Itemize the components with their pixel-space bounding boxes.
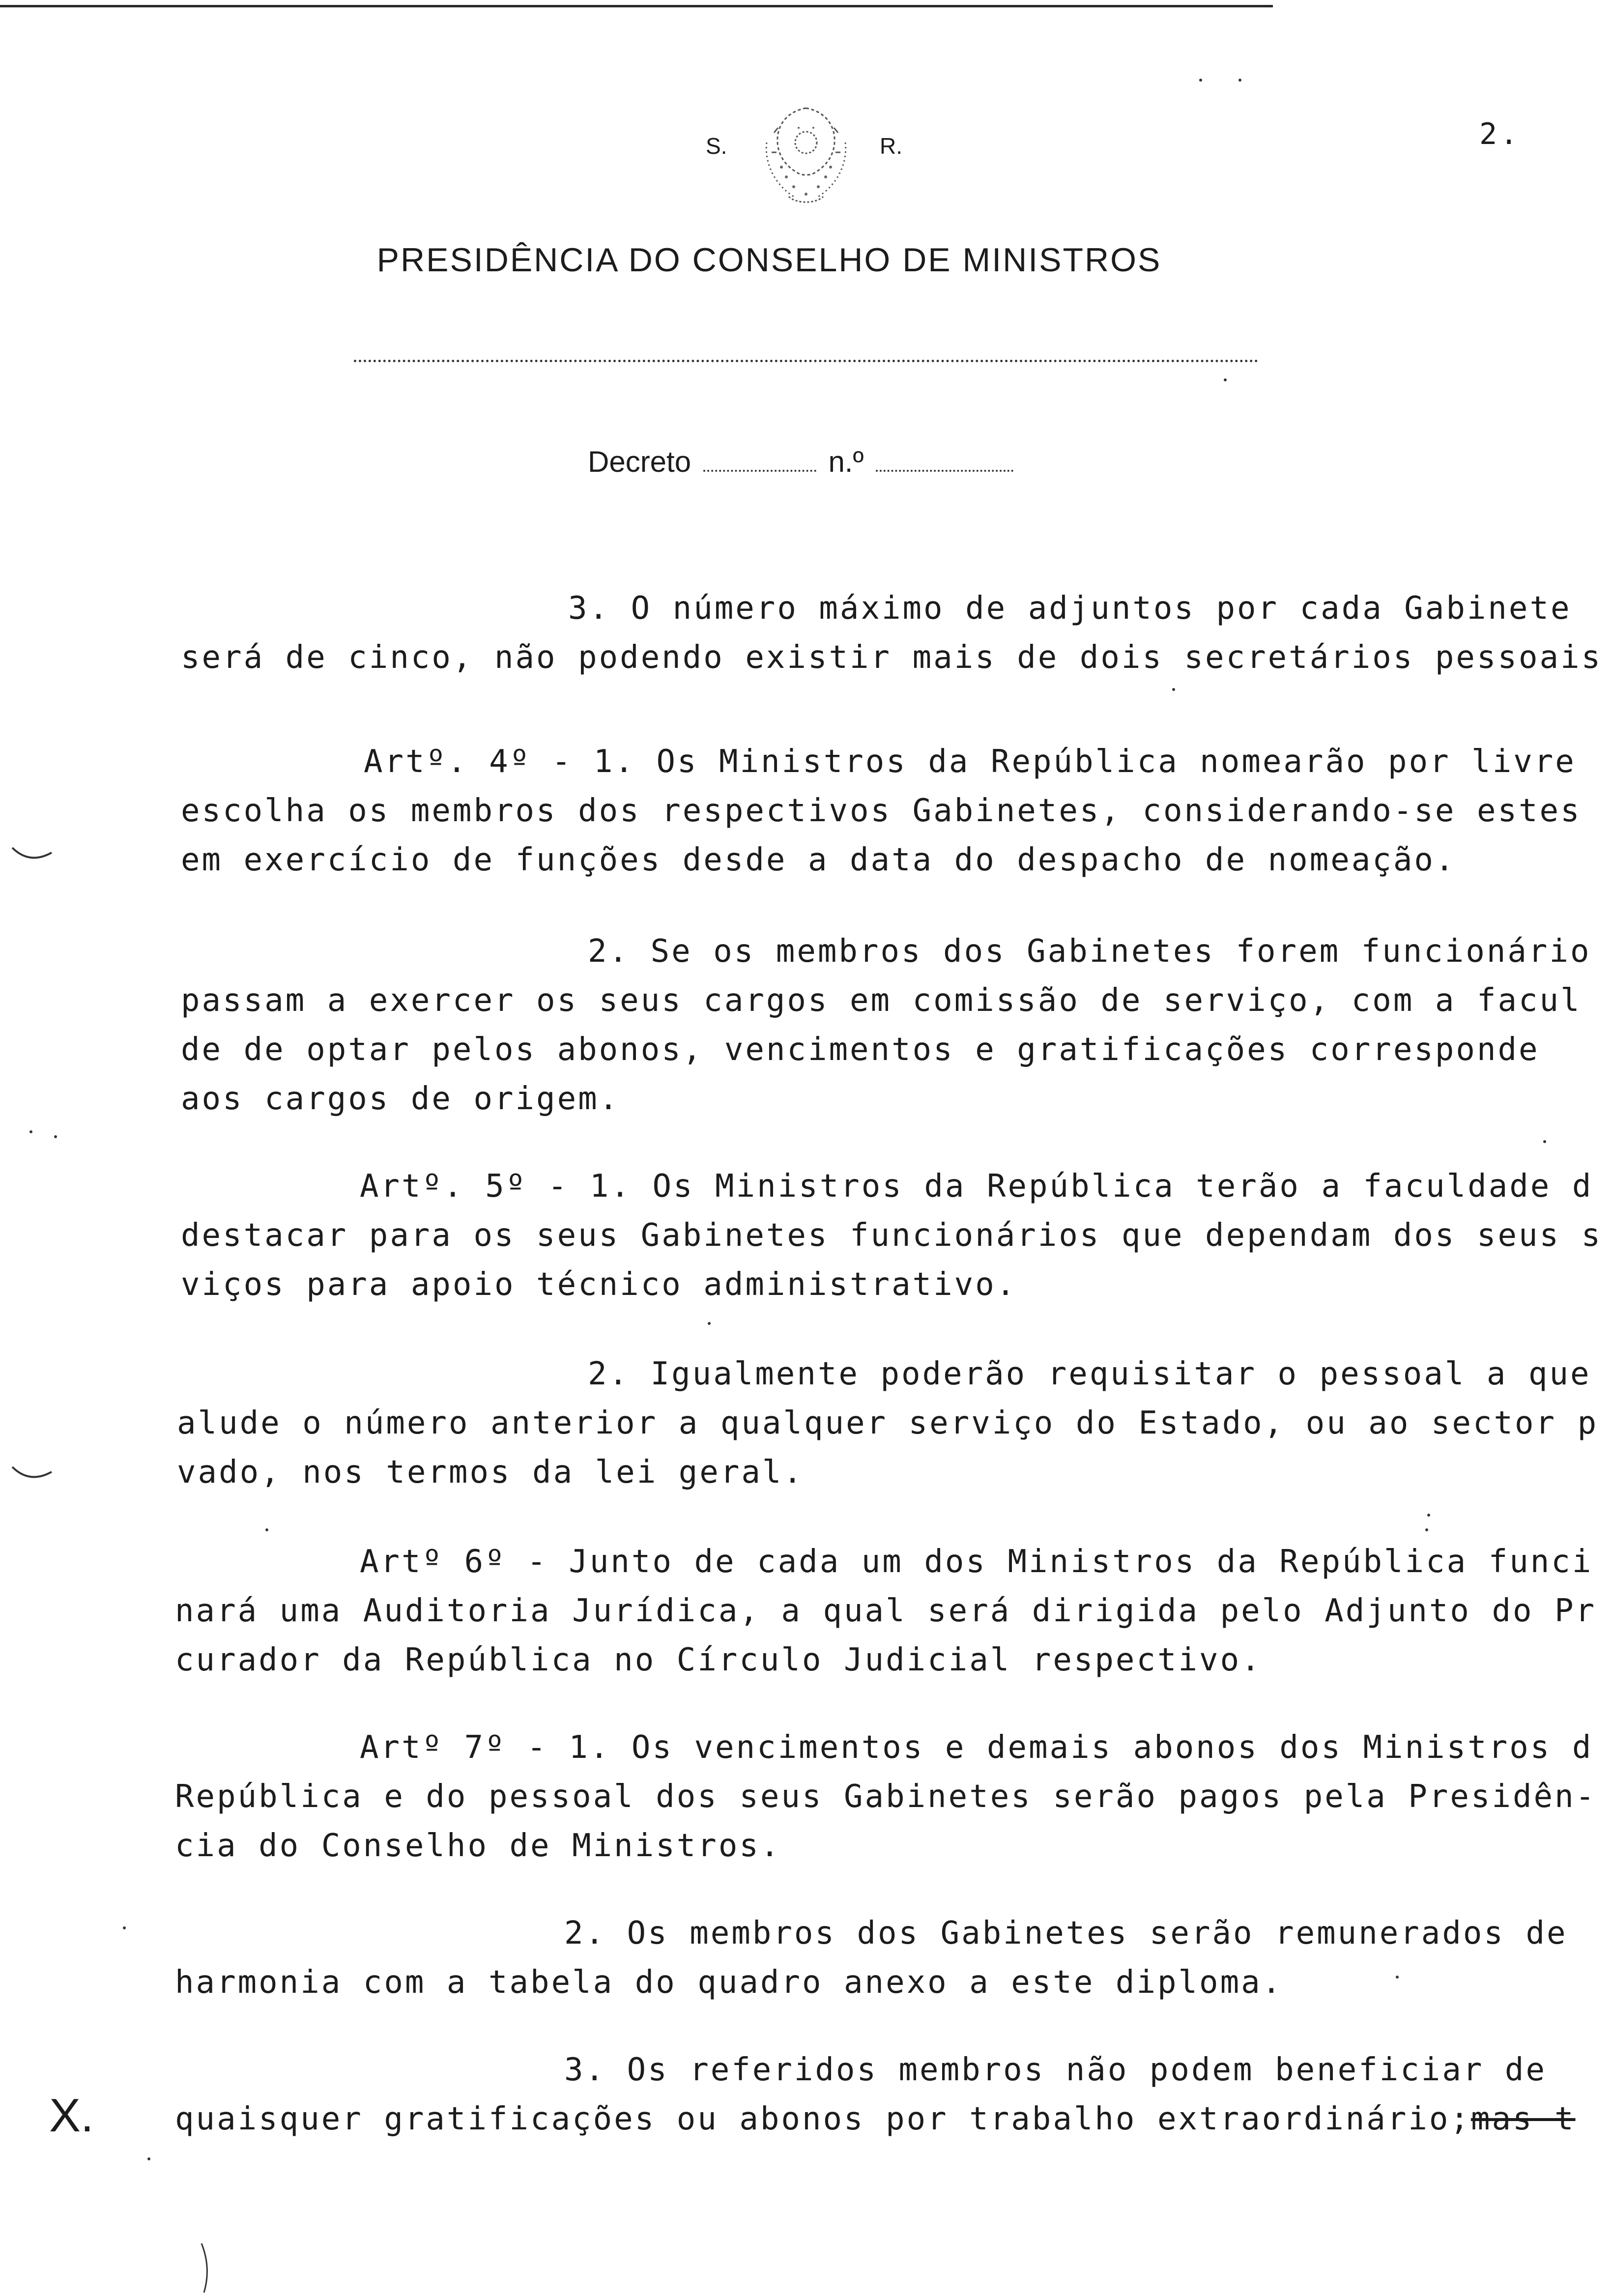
text-line: será de cinco, não podendo existir mais de dois secretários pessoais xyxy=(181,639,1603,676)
text-line: 2. Os membros dos Gabinetes serão remunerados de xyxy=(564,1915,1568,1952)
decree-blank xyxy=(703,469,816,472)
office-heading xyxy=(0,241,1612,279)
decree-field xyxy=(588,445,1017,479)
speck xyxy=(123,1926,126,1929)
text-line: viços para apoio técnico administrativo. xyxy=(181,1266,1017,1303)
speck xyxy=(1425,1528,1428,1531)
top-rule xyxy=(0,5,1273,7)
text-line: 2. Se os membros dos Gabinetes forem funcionário xyxy=(588,933,1591,970)
decree-label: Decreto xyxy=(588,445,691,478)
speck xyxy=(29,1130,32,1133)
punch-hole-mark xyxy=(10,1464,54,1484)
text-line: aos cargos de origem. xyxy=(181,1081,620,1117)
text-line: destacar para os seus Gabinetes funcionários que dependam dos seus s xyxy=(181,1217,1603,1254)
punch-hole-mark xyxy=(10,845,54,865)
text-line: cia do Conselho de Ministros. xyxy=(175,1828,781,1864)
text-line-last xyxy=(175,2095,1610,2143)
speck xyxy=(708,1322,711,1325)
seal-letter-right: R. xyxy=(880,133,902,159)
speck xyxy=(1224,378,1227,381)
margin-bracket-mark xyxy=(197,2241,216,2295)
text-line: 3. Os referidos membros não podem beneficiar de xyxy=(564,2052,1547,2088)
speck xyxy=(1543,1140,1546,1143)
speck xyxy=(1396,1976,1399,1979)
text-line: curador da República no Círculo Judicial respectivo. xyxy=(175,1642,1262,1678)
speck xyxy=(147,2157,150,2160)
text-line: alude o número anterior a qualquer serviço do Estado, ou ao sector p xyxy=(177,1405,1599,1441)
coat-of-arms-emblem xyxy=(747,98,865,211)
text-line: escolha os membros dos respectivos Gabinetes, considerando-se estes xyxy=(181,793,1582,829)
page-number: 2. xyxy=(1479,117,1521,151)
text-line: Artº 6º - Junto de cada um dos Ministros da República funci xyxy=(360,1544,1593,1580)
speck xyxy=(54,1135,57,1138)
speck xyxy=(1172,688,1175,691)
speck xyxy=(1199,79,1202,82)
dotted-rule xyxy=(354,360,1258,362)
speck xyxy=(1427,1514,1430,1517)
text-line: Artº. 5º - 1. Os Ministros da República terão a faculdade d xyxy=(360,1168,1593,1205)
text-line: passam a exercer os seus cargos em comissão de serviço, com a facul xyxy=(181,982,1582,1019)
text-line: vado, nos termos da lei geral. xyxy=(177,1454,804,1491)
text-line: República e do pessoal dos seus Gabinetes serão pagos pela Presidên- xyxy=(175,1779,1597,1815)
text-line: harmonia com a tabela do quadro anexo a este diploma. xyxy=(175,1964,1283,2001)
text-line: em exercício de funções desde a data do despacho de nomeação. xyxy=(181,842,1456,878)
decree-number-label: n.º xyxy=(828,445,864,478)
speck xyxy=(265,1528,268,1531)
speck xyxy=(1238,79,1241,82)
text-line: nará uma Auditoria Jurídica, a qual será dirigida pelo Adjunto do Pr xyxy=(175,1593,1597,1629)
text-line: de de optar pelos abonos, vencimentos e gratificações corresponde xyxy=(181,1032,1540,1068)
struck-text: mas t xyxy=(1470,2101,1576,2137)
office-heading-text: PRESIDÊNCIA DO CONSELHO DE MINISTROS xyxy=(376,241,1162,279)
text-line-last-content: quaisquer gratificações ou abonos por trabalho extraordinário; xyxy=(175,2101,1471,2137)
margin-x-mark: X. xyxy=(49,2089,94,2142)
decree-number-blank xyxy=(876,469,1013,472)
text-line: Artº 7º - 1. Os vencimentos e demais abonos dos Ministros d xyxy=(360,1729,1593,1766)
text-line: Artº. 4º - 1. Os Ministros da República nomearão por livre xyxy=(364,744,1576,780)
seal-letter-left: S. xyxy=(706,133,727,159)
text-line: 2. Igualmente poderão requisitar o pessoal a que xyxy=(588,1356,1591,1392)
text-line: 3. O número máximo de adjuntos por cada Gabinete xyxy=(568,590,1572,627)
